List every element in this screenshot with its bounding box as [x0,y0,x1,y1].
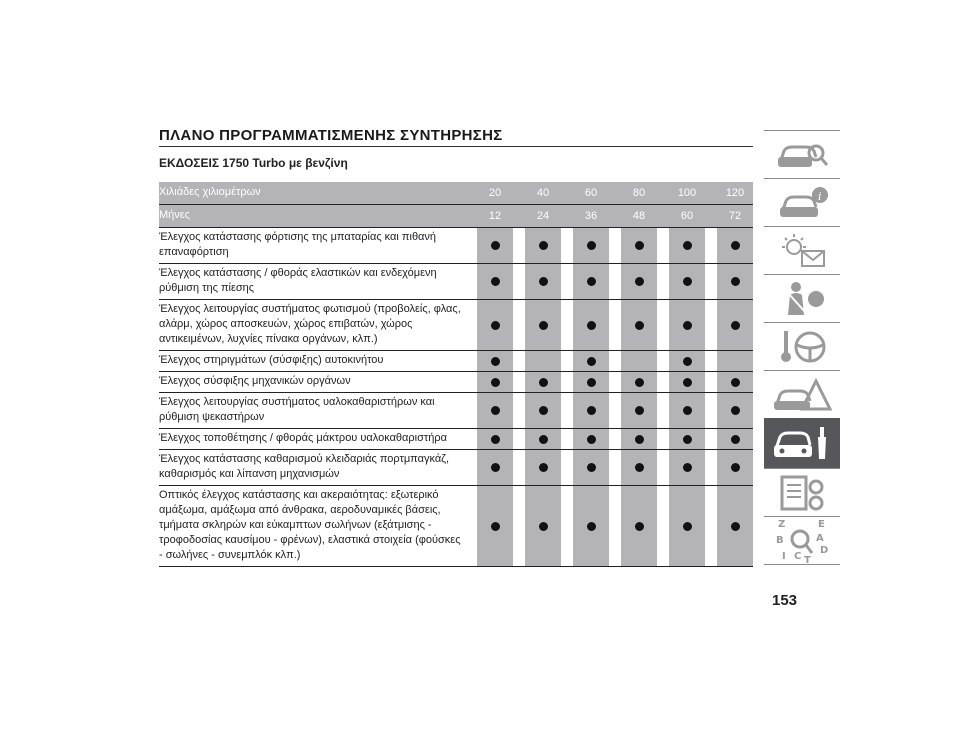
scheduled-dot-icon [683,435,692,444]
interval-cell [573,228,609,263]
interval-cell [573,486,609,566]
interval-cell [669,486,705,566]
svg-text:I: I [782,550,786,562]
scheduled-dot-icon [539,378,548,387]
page-number: 153 [772,592,798,609]
scheduled-dot-icon [731,378,740,387]
scheduled-dot-icon [491,522,500,531]
column-gap [705,429,717,449]
column-gap [609,486,621,566]
tab-car-info[interactable] [764,178,840,226]
column-gap [513,351,525,371]
interval-cell [717,429,753,449]
column-gap [657,372,669,392]
interval-cell [573,372,609,392]
column-gap [609,351,621,371]
tab-key-steering-wheel[interactable] [764,322,840,370]
scheduled-dot-icon [635,321,644,330]
tab-alphabetical-index[interactable] [764,516,840,564]
column-gap [513,429,525,449]
column-gap [609,187,621,199]
column-gap [513,450,525,485]
check-item-label: Έλεγχος κατάστασης φόρτισης της μπαταρίας και πιθανή επαναφόρτιση [159,231,437,258]
scheduled-dot-icon [587,463,596,472]
interval-cell [525,228,561,263]
technical-data-icon [772,473,832,513]
column-gap [561,429,573,449]
column-gap [465,264,477,299]
interval-cell [717,393,753,428]
column-gap [657,393,669,428]
scheduled-dot-icon [731,321,740,330]
scheduled-dot-icon [683,522,692,531]
scheduled-dot-icon [683,378,692,387]
scheduled-dot-icon [491,463,500,472]
table-header-km [159,182,753,205]
check-item-label: Έλεγχος κατάστασης καθαρισμού κλειδαριάς πορτμπαγκάζ, καθαρισμός και λίπανση μηχανισμών [159,453,450,480]
chapter-tabs [764,130,840,565]
check-item-label: Έλεγχος στηριγμάτων (σύσφιξης) αυτοκινήτου [159,354,384,366]
scheduled-dot-icon [539,522,548,531]
scheduled-dot-icon [587,435,596,444]
scheduled-dot-icon [539,321,548,330]
interval-cell [669,450,705,485]
column-gap [561,264,573,299]
column-gap [609,450,621,485]
interval-cell [477,450,513,485]
scheduled-dot-icon [587,241,596,250]
column-gap [705,486,717,566]
car-info-icon [772,183,832,223]
interval-cell [621,393,657,428]
svg-text:T: T [804,554,811,565]
interval-cell [621,486,657,566]
interval-cell [621,228,657,263]
seatbelt-airbag-icon [772,279,832,319]
scheduled-dot-icon [731,277,740,286]
column-gap [561,351,573,371]
column-gap [513,372,525,392]
check-item-label: Οπτικός έλεγχος κατάστασης και ακεραιότητας: εξωτερικό αμάξωμα, αμάξωμα από άνθρακα, αεροδυναμικές βάσεις, τμήματα σκληρών και εύκαμπτων σωλήνων (εξάτμισης - τροφοδοσίας καυσίμου - φρένων), ελαστικά στοιχεία (φούσκες - σωλήνες - συνεμπλόκ κλπ.) [159,489,461,561]
column-gap [513,264,525,299]
scheduled-dot-icon [539,463,548,472]
check-item-label: Έλεγχος κατάστασης / φθοράς ελαστικών και ενδεχόμενη ρύθμιση της πίεσης [159,267,437,294]
column-gap [513,187,525,199]
title-divider [159,146,753,147]
months-value: 60 [680,210,694,222]
table-header-months [159,205,753,228]
interval-cell [669,429,705,449]
interval-cell [669,264,705,299]
section-subtitle: ΕΚΔΟΣΕΙΣ 1750 Turbo με βενζίνη [159,156,348,170]
km-header-label: Χιλιάδες χιλιομέτρων [159,186,261,198]
interval-cell [477,393,513,428]
column-gap [705,300,717,350]
interval-cell [573,429,609,449]
scheduled-dot-icon [635,378,644,387]
column-gap [609,210,621,222]
interval-cell [573,264,609,299]
km-value: 100 [677,187,697,199]
column-gap [465,187,477,199]
table-row [159,228,753,264]
interval-cell [621,429,657,449]
scheduled-dot-icon [731,406,740,415]
interval-cell [525,264,561,299]
tab-seatbelt-airbag[interactable] [764,274,840,322]
column-gap [513,210,525,222]
column-gap [657,210,669,222]
scheduled-dot-icon [539,435,548,444]
scheduled-dot-icon [731,463,740,472]
column-gap [465,300,477,350]
interval-cell [525,300,561,350]
scheduled-dot-icon [731,435,740,444]
interval-cell [525,486,561,566]
warning-light-message-icon [772,231,832,271]
page-title: ΠΛΑΝΟ ΠΡΟΓΡΑΜΜΑΤΙΣΜΕΝΗΣ ΣΥΝΤΗΡΗΣΗΣ [159,127,503,144]
column-gap [705,450,717,485]
alphabetical-index-icon [772,517,832,565]
interval-cell [621,450,657,485]
interval-cell [669,300,705,350]
interval-cell [477,486,513,566]
scheduled-dot-icon [683,406,692,415]
interval-cell [477,429,513,449]
scheduled-dot-icon [587,277,596,286]
car-warning-triangle-icon [772,375,832,415]
column-gap [705,187,717,199]
column-gap [705,393,717,428]
months-value: 24 [536,210,550,222]
column-gap [465,429,477,449]
column-gap [561,372,573,392]
column-gap [465,393,477,428]
scheduled-dot-icon [587,406,596,415]
scheduled-dot-icon [635,463,644,472]
column-gap [609,393,621,428]
check-item-label: Έλεγχος λειτουργίας συστήματος υαλοκαθαριστήρων και ρύθμιση ψεκαστήρων [159,396,435,423]
interval-cell [717,300,753,350]
column-gap [609,372,621,392]
scheduled-dot-icon [539,406,548,415]
interval-cell [525,450,561,485]
scheduled-dot-icon [635,522,644,531]
column-gap [657,228,669,263]
months-value: 12 [488,210,502,222]
interval-cell [477,228,513,263]
column-gap [657,351,669,371]
interval-cell [525,393,561,428]
scheduled-dot-icon [683,277,692,286]
column-gap [561,450,573,485]
table-row [159,450,753,486]
column-gap [513,486,525,566]
interval-cell [669,351,705,371]
scheduled-dot-icon [539,241,548,250]
svg-text:A: A [816,532,824,544]
scheduled-dot-icon [731,522,740,531]
scheduled-dot-icon [539,277,548,286]
tab-car-search[interactable] [764,130,840,178]
column-gap [561,486,573,566]
column-gap [657,429,669,449]
svg-text:i: i [818,189,822,203]
svg-text:D: D [820,544,829,556]
key-steering-wheel-icon [772,327,832,367]
column-gap [657,300,669,350]
km-value: 20 [488,187,502,199]
interval-cell [525,351,561,371]
tab-technical-data[interactable] [764,468,840,516]
scheduled-dot-icon [635,241,644,250]
column-gap [609,429,621,449]
scheduled-dot-icon [683,321,692,330]
column-gap [609,228,621,263]
svg-text:Z: Z [778,518,786,530]
interval-cell [573,450,609,485]
check-item-label: Έλεγχος λειτουργίας συστήματος φωτισμού (προβολείς, φλας, αλάρμ, χώρος αποσκευών, χώρος επιβατών, χώρος αντικειμένων, λυχνίες πίνακα οργάνων, κλπ.) [159,303,461,345]
interval-cell [477,351,513,371]
column-gap [465,372,477,392]
months-value: 48 [632,210,646,222]
check-item-label: Έλεγχος τοποθέτησης / φθοράς μάκτρου υαλοκαθαριστήρα [159,432,447,444]
column-gap [705,372,717,392]
km-value: 60 [584,187,598,199]
scheduled-dot-icon [491,277,500,286]
column-gap [705,228,717,263]
column-gap [561,187,573,199]
interval-cell [621,300,657,350]
scheduled-dot-icon [635,406,644,415]
column-gap [609,300,621,350]
table-row [159,372,753,393]
km-value: 40 [536,187,550,199]
check-item-label: Έλεγχος σύσφιξης μηχανικών οργάνων [159,375,351,387]
months-value: 72 [728,210,742,222]
scheduled-dot-icon [587,378,596,387]
column-gap [465,450,477,485]
table-row [159,429,753,450]
column-gap [609,264,621,299]
interval-cell [525,372,561,392]
table-row [159,351,753,372]
interval-cell [717,372,753,392]
scheduled-dot-icon [635,435,644,444]
column-gap [705,210,717,222]
interval-cell [669,372,705,392]
column-gap [513,393,525,428]
tab-car-maintenance[interactable] [764,418,840,468]
column-gap [465,228,477,263]
scheduled-dot-icon [683,241,692,250]
scheduled-dot-icon [683,357,692,366]
interval-cell [525,429,561,449]
scheduled-dot-icon [731,241,740,250]
interval-cell [717,450,753,485]
interval-cell [717,351,753,371]
table-row [159,300,753,351]
interval-cell [717,264,753,299]
scheduled-dot-icon [587,321,596,330]
interval-cell [621,264,657,299]
table-row [159,393,753,429]
interval-cell [621,372,657,392]
column-gap [561,393,573,428]
car-search-icon [772,135,832,175]
tab-warning-light-message[interactable] [764,226,840,274]
car-maintenance-icon [770,423,834,463]
interval-cell [717,486,753,566]
scheduled-dot-icon [491,406,500,415]
column-gap [561,210,573,222]
interval-cell [477,264,513,299]
interval-cell [669,228,705,263]
column-gap [465,486,477,566]
scheduled-dot-icon [491,435,500,444]
interval-cell [573,300,609,350]
table-row [159,486,753,567]
scheduled-dot-icon [683,463,692,472]
scheduled-dot-icon [491,321,500,330]
column-gap [705,351,717,371]
interval-cell [477,300,513,350]
column-gap [561,228,573,263]
svg-text:C: C [794,550,802,562]
column-gap [561,300,573,350]
scheduled-dot-icon [491,241,500,250]
interval-cell [669,393,705,428]
scheduled-dot-icon [587,522,596,531]
column-gap [657,450,669,485]
km-value: 120 [725,187,745,199]
column-gap [465,210,477,222]
column-gap [705,264,717,299]
interval-cell [717,228,753,263]
interval-cell [573,351,609,371]
km-value: 80 [632,187,646,199]
column-gap [657,486,669,566]
scheduled-dot-icon [587,357,596,366]
column-gap [513,228,525,263]
svg-text:B: B [776,534,784,546]
column-gap [465,351,477,371]
months-value: 36 [584,210,598,222]
tab-car-warning-triangle[interactable] [764,370,840,418]
table-row [159,264,753,300]
scheduled-dot-icon [491,357,500,366]
column-gap [657,187,669,199]
interval-cell [477,372,513,392]
months-header-label: Μήνες [159,209,190,221]
interval-cell [573,393,609,428]
column-gap [513,300,525,350]
scheduled-dot-icon [635,277,644,286]
maintenance-table [159,182,753,567]
interval-cell [621,351,657,371]
svg-text:E: E [818,518,825,530]
column-gap [657,264,669,299]
scheduled-dot-icon [491,378,500,387]
